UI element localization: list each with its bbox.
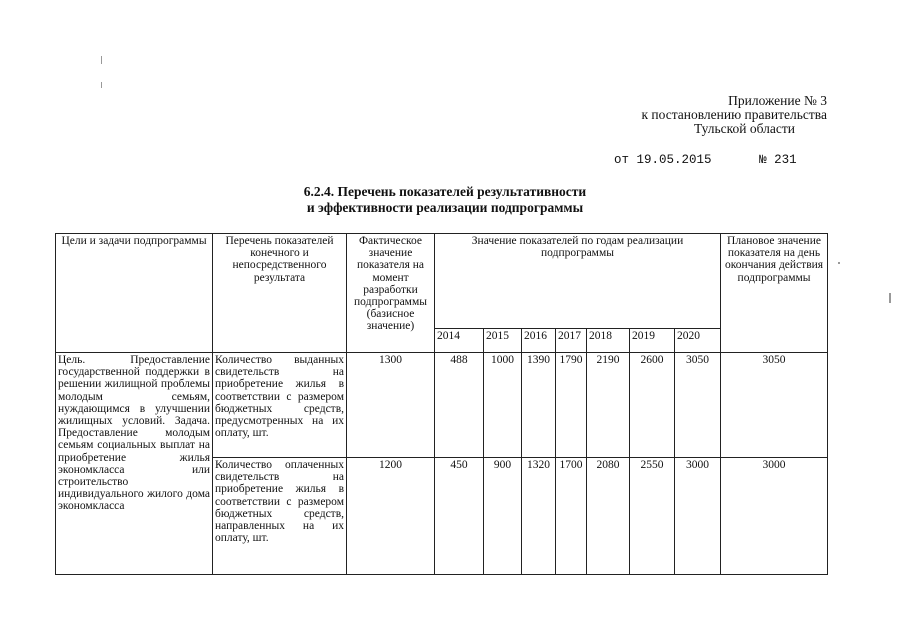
annex-region: Тульской области <box>694 121 795 136</box>
header-year: 2019 <box>630 329 675 353</box>
heading-line-1: 6.2.4. Перечень показателей результативности <box>303 184 587 199</box>
heading-line-2: и эффективности реализации подпрограммы <box>306 200 584 215</box>
header-goals: Цели и задачи подпрограммы <box>56 234 213 353</box>
scan-speck <box>101 82 102 88</box>
planned-value: 3000 <box>721 458 828 575</box>
actual-value: 1200 <box>347 458 435 575</box>
annex-subtitle: к постановлению правительства <box>641 107 827 122</box>
header-actual: Фактическое значение показателя на момент разработки подпрограммы (базисное значение) <box>347 234 435 353</box>
indicators-table <box>55 233 828 575</box>
decree-date: 19.05.2015 <box>636 153 712 167</box>
header-year: 2017 <box>556 329 587 353</box>
header-year: 2018 <box>587 329 630 353</box>
year-value: 1700 <box>556 458 587 575</box>
indicator-cell: Количество выданных свидетельств на приобретение жилья в соответствии с размером бюджетных средств, предусмотренных на их оплату, шт. <box>213 353 347 458</box>
header-year: 2014 <box>435 329 484 353</box>
year-value: 2600 <box>630 353 675 458</box>
scan-speck <box>889 293 891 303</box>
annex-block <box>641 94 827 136</box>
header-year: 2016 <box>522 329 556 353</box>
header-indicators: Перечень показателей конечного и непосредственного результата <box>213 234 347 353</box>
year-value: 2550 <box>630 458 675 575</box>
goal-cell: Цель. Предоставление государственной поддержки в решении жилищной проблемы молодым семьям, нуждающимся в улучшении жилищных условий. Задача. Предоставление молодым семьям социальных выплат на приобретение жилья экономкласса или строительство индивидуального жилого дома экономкласса <box>56 353 213 575</box>
year-value: 2080 <box>587 458 630 575</box>
header-by-year: Значение показателей по годам реализации подпрограммы <box>435 234 721 329</box>
planned-value: 3050 <box>721 353 828 458</box>
year-value: 3000 <box>675 458 721 575</box>
indicator-cell: Количество оплаченных свидетельств на приобретение жилья в соответствии с размером бюджетных средств, направленных на их оплату, шт. <box>213 458 347 575</box>
year-value: 488 <box>435 353 484 458</box>
actual-value: 1300 <box>347 353 435 458</box>
year-value: 450 <box>435 458 484 575</box>
scan-speck <box>101 56 102 64</box>
annex-title: Приложение № 3 <box>728 93 827 108</box>
year-value: 1790 <box>556 353 587 458</box>
decree-number: № 231 <box>759 153 797 167</box>
header-planned: Плановое значение показателя на день окончания действия подпрограммы <box>721 234 828 353</box>
header-row-1 <box>56 234 828 329</box>
page-heading <box>230 184 660 216</box>
table-row <box>56 353 828 458</box>
header-year: 2020 <box>675 329 721 353</box>
year-value: 1390 <box>522 353 556 458</box>
decree-from-label: от <box>614 153 630 167</box>
scan-speck <box>838 262 840 264</box>
decree-date-line <box>614 153 797 167</box>
year-value: 900 <box>484 458 522 575</box>
year-value: 1000 <box>484 353 522 458</box>
year-value: 1320 <box>522 458 556 575</box>
year-value: 2190 <box>587 353 630 458</box>
year-value: 3050 <box>675 353 721 458</box>
header-year: 2015 <box>484 329 522 353</box>
